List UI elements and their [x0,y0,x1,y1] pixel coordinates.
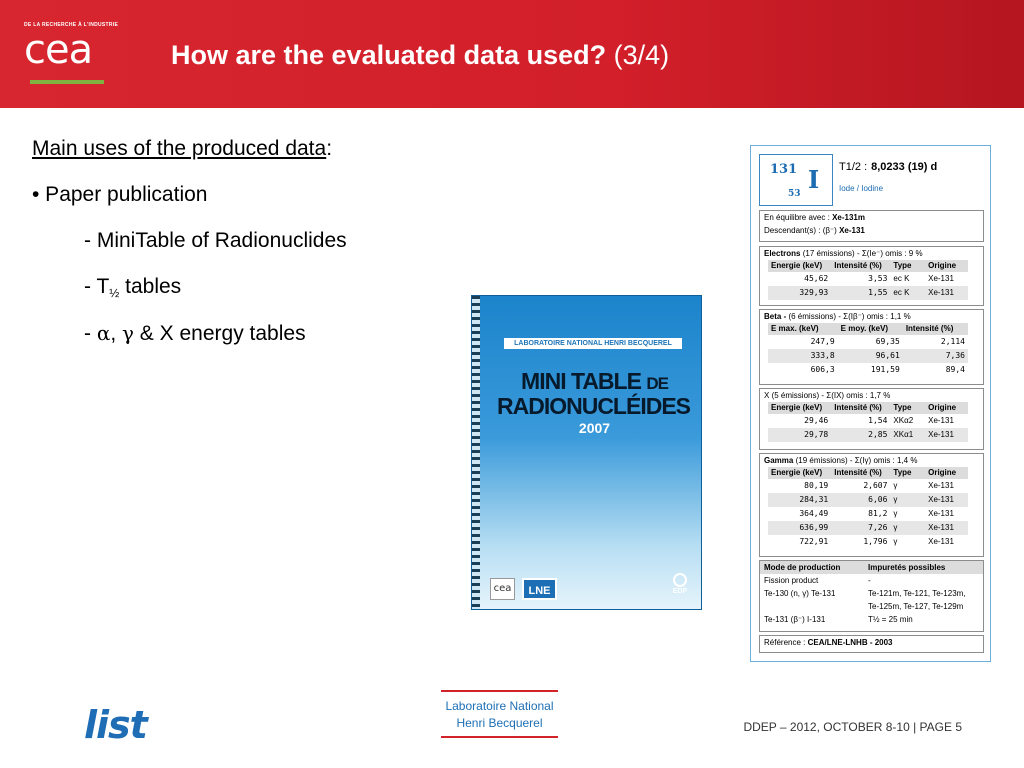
xray-subtitle: (5 émissions) - Σ(IX) omis : 1,7 % [771,391,891,400]
production-header-left: Mode de production [764,563,841,572]
reference-line [760,636,983,649]
table-cell: γ [893,481,898,490]
table-cell: ec K [890,286,925,300]
book-edp-text: EDP [672,588,688,595]
production-impurity: Te-121m, Te-121, Te-123m, [868,589,966,598]
table-row [768,363,968,377]
item-energy [32,310,347,356]
uses-heading-colon: : [326,137,333,160]
equilibrium-value: Xe-131m [832,213,865,222]
table-cell: 1,796 [863,537,888,546]
descendant-value: Xe-131 [839,226,865,235]
column-header: Intensité (%) [831,402,890,414]
table-cell: 3,53 [868,274,888,283]
uses-heading: Main uses of the produced data [32,137,327,160]
item-energy-suffix: & X energy tables [133,322,306,345]
electrons-title [760,247,983,260]
production-section [759,560,984,632]
header-band [0,0,1024,108]
production-mode [764,600,868,613]
beta-subtitle: (6 émissions) - Σ(Iβ⁻) omis : 1,1 % [788,312,911,321]
book-cea-logo: cea [490,578,515,600]
slide-title-suffix: (3/4) [613,40,670,70]
element-symbol: I [808,165,820,194]
footer-text: DDEP – 2012, OCTOBER 8-10 | PAGE 5 [743,720,962,734]
column-header: Energie (keV) [768,260,831,272]
xray-title-text: X [764,391,770,400]
table-cell: 89,4 [945,365,965,374]
column-header: Energie (keV) [768,467,831,479]
electrons-section [759,246,984,306]
production-impurity: T½ = 25 min [868,615,913,624]
electrons-title-text: Electrons [764,249,801,258]
table-cell: 69,35 [875,337,900,346]
edp-icon [673,573,687,587]
column-header: Intensité (%) [903,323,968,335]
item-minitable: - MiniTable of Radionuclides [84,229,347,252]
table-cell: 1,55 [831,286,890,300]
table-header-row [768,260,968,272]
descendant-label: Descendant(s) : (β⁻) [764,226,837,235]
descendant-line [760,224,983,237]
table-cell: Xe-131 [928,416,954,425]
table-cell: Xe-131 [925,428,968,442]
column-header: E max. (keV) [768,323,838,335]
table-cell: XKα1 [890,428,925,442]
column-header: Origine [925,467,968,479]
table-cell: Xe-131 [928,274,954,283]
table-cell: 2,85 [831,428,890,442]
beta-title-text: Beta - [764,312,787,321]
book-edp-logo [665,573,695,603]
equilibrium-line [760,211,983,224]
reference-label: Référence : [764,638,806,647]
xray-table [768,402,968,442]
column-header: Intensité (%) [831,260,890,272]
half-life-value: 8,0233 (19) d [871,161,938,173]
item-halflife-sub: ½ [109,286,120,300]
table-cell: 1,54 [868,416,888,425]
gamma-symbol: γ [122,321,134,345]
column-header: E moy. (keV) [838,323,903,335]
beta-section [759,309,984,385]
item-energy-prefix: - [84,322,97,345]
production-row [760,574,983,587]
column-header: Origine [925,402,968,414]
production-row [760,587,983,600]
table-cell: 606,3 [810,365,835,374]
production-header [760,561,983,574]
production-mode: Te-131 (β⁻) I-131 [764,615,826,624]
gamma-section [759,453,984,557]
table-cell: Xe-131 [928,481,954,490]
book-title-line1 [492,368,697,395]
table-row [768,335,968,349]
table-cell: Xe-131 [925,286,968,300]
table-cell: 6,06 [831,493,890,507]
nuclide-symbol-box [759,154,833,206]
table-cell: γ [890,521,925,535]
table-cell: XKα2 [893,416,914,425]
column-header: Type [890,402,925,414]
list-logo: list [84,703,147,747]
element-name: Iode / Iodine [839,184,884,193]
column-header: Type [890,260,925,272]
production-header-right: Impuretés possibles [868,563,946,572]
item-halflife [32,264,347,310]
production-impurity: Te-125m, Te-127, Te-129m [868,602,964,611]
book-title-line2: RADIONUCLÉIDES [496,393,690,419]
reference-value: CEA/LNE-LNHB - 2003 [807,638,893,647]
main-text [32,126,347,356]
table-header-row [768,402,968,414]
lnhb-logo-top-rule [441,690,558,692]
table-cell: 96,61 [838,349,903,363]
column-header: Origine [925,260,968,272]
item-energy-sep: , [110,322,123,345]
lnhb-logo-line2: Henri Becquerel [456,716,543,730]
production-row [760,613,983,626]
book-lab-banner: LABORATOIRE NATIONAL HENRI BECQUEREL [504,338,682,349]
table-cell: 284,31 [768,493,831,507]
table-cell: 636,99 [768,521,831,535]
production-mode: Fission product [764,576,819,585]
alpha-symbol: α [96,321,111,345]
uses-heading-line [32,126,347,172]
production-mode: Te-130 (n, γ) Te-131 [764,589,836,598]
book-spiral-binding [472,296,480,609]
table-cell: 7,26 [831,521,890,535]
table-cell: 81,2 [868,509,888,518]
table-cell: 2,114 [940,337,965,346]
atomic-number: 53 [788,189,801,199]
table-cell: 29,78 [768,428,831,442]
table-cell: 191,59 [870,365,900,374]
nuclide-data-card [750,145,991,662]
table-cell: γ [893,537,898,546]
table-cell: 7,36 [903,349,968,363]
electrons-subtitle: (17 émissions) - Σ(Ie⁻) omis : 9 % [802,249,923,258]
table-cell: Xe-131 [928,509,954,518]
equilibrium-label: En équilibre avec : [764,213,830,222]
slide-title [171,40,669,71]
gamma-table [768,467,968,549]
table-cell: 247,9 [810,337,835,346]
gamma-subtitle: (19 émissions) - Σ(Iγ) omis : 1,4 % [795,456,918,465]
table-row [768,507,968,521]
equilibrium-section [759,210,984,242]
table-row [768,286,968,300]
gamma-title [760,454,983,467]
table-cell: Xe-131 [925,493,968,507]
book-title-minitable: MINI TABLE [521,368,641,394]
column-header: Intensité (%) [831,467,890,479]
table-cell: Xe-131 [928,537,954,546]
table-row [768,428,968,442]
table-cell: 722,91 [799,537,829,546]
book-year: 2007 [578,420,611,436]
table-cell: 329,93 [768,286,831,300]
table-cell: 45,62 [804,274,829,283]
item-halflife-prefix: - T [84,275,110,298]
table-row [768,349,968,363]
column-header: Type [890,467,925,479]
table-row [768,414,968,428]
reference-section [759,635,984,653]
table-cell: 333,8 [768,349,838,363]
minitable-book-cover [471,295,702,610]
half-life [839,161,937,173]
slide-title-main: How are the evaluated data used? [171,40,607,70]
cea-logo-tagline: DE LA RECHERCHE À L'INDUSTRIE [24,22,119,28]
production-impurity: - [868,576,871,585]
half-life-label: T1/2 : [839,161,868,173]
gamma-title-text: Gamma [764,456,794,465]
table-row [768,479,968,493]
table-cell: Xe-131 [925,521,968,535]
xray-title [760,389,983,402]
mass-number: 131 [770,162,798,177]
table-header-row [768,467,968,479]
xray-section [759,388,984,450]
table-cell: γ [893,509,898,518]
item-halflife-suffix: tables [119,275,182,298]
electrons-table [768,260,968,300]
table-cell: γ [890,493,925,507]
production-row [760,600,983,613]
table-cell: 80,19 [804,481,829,490]
table-row [768,535,968,549]
table-row [768,493,968,507]
bullet-paper: • Paper publication [32,183,208,206]
beta-table [768,323,968,377]
table-row [768,272,968,286]
cea-logo-bar [30,80,104,84]
lnhb-logo-line1: Laboratoire National [445,699,554,713]
beta-title [760,310,983,323]
table-cell: ec K [893,274,910,283]
book-title-de: DE [646,374,668,393]
column-header: Energie (keV) [768,402,831,414]
lnhb-logo-bottom-rule [441,736,558,738]
book-lne-logo: LNE [522,578,557,600]
cea-logo: cea [24,27,93,73]
table-header-row [768,323,968,335]
table-cell: 2,607 [863,481,888,490]
table-cell: 29,46 [804,416,829,425]
table-row [768,521,968,535]
table-cell: 364,49 [799,509,829,518]
